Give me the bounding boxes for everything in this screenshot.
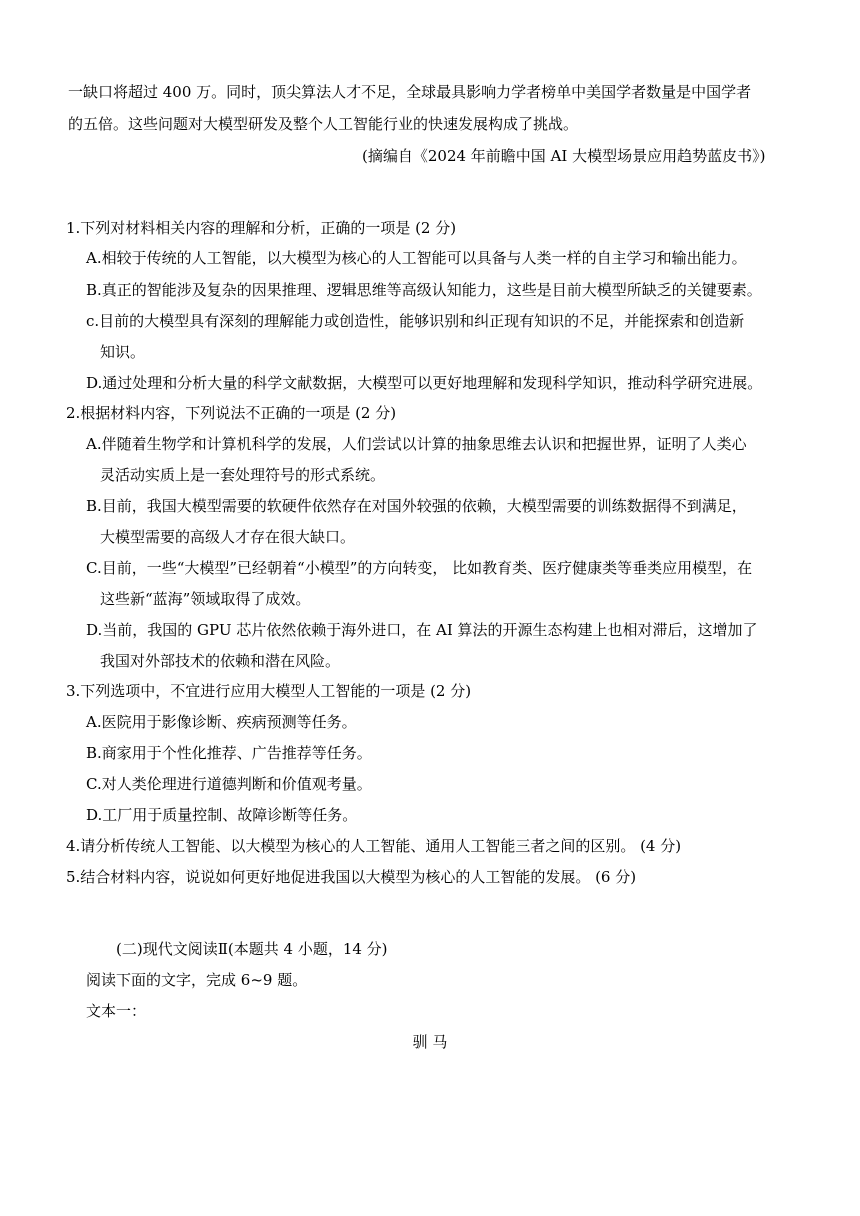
instruction-text: 阅读下面的文字，完成 6~9 题。 [86,971,308,989]
option-a-cont: 灵活动实质上是一套处理符号的形式系统。 [100,466,386,484]
option-b: B.真正的智能涉及复杂的因果推理、逻辑思维等高级认知能力，这些是目前大模型所缺乏的关键要素。 [86,281,762,299]
option-d-cont: 我国对外部技术的依赖和潜在风险。 [100,652,341,670]
option-c: C.对人类伦理进行道德判断和价值观考量。 [86,775,372,793]
question-stem: 3.下列选项中，不宜进行应用大模型人工智能的一项是 (2 分) [66,682,472,700]
option-b: B.商家用于个性化推荐、广告推荐等任务。 [86,744,372,762]
option-c-cont: 知识。 [100,343,146,361]
option-d: D.工厂用于质量控制、故障诊断等任务。 [86,806,358,824]
option-a: A.伴随着生物学和计算机科学的发展，人们尝试以计算的抽象思维去认识和把握世界，证明了人类心 [86,435,747,453]
question-4: 4.请分析传统人工智能、以大模型为核心的人工智能、通用人工智能三者之间的区别。 (4 分) [66,837,682,855]
option-c: c.目前的大模型具有深刻的理解能力或创造性，能够识别和纠正现有知识的不足，并能探索和创造新 [86,312,745,330]
option-c-cont: 这些新“蓝海”领域取得了成效。 [100,590,311,608]
passage-line: 的五倍。这些问题对大模型研发及整个人工智能行业的快速发展构成了挑战。 [68,115,579,133]
question-stem: 1.下列对材料相关内容的理解和分析，正确的一项是 (2 分) [66,219,457,237]
source-citation: (摘编自《2024 年前瞻中国 AI 大模型场景应用趋势蓝皮书》) [362,147,766,165]
option-a: A.医院用于影像诊断、疾病预测等任务。 [86,713,357,731]
section-heading: (二)现代文阅读Ⅱ(本题共 4 小题，14 分) [116,940,388,958]
question-5: 5.结合材料内容，说说如何更好地促进我国以大模型为核心的人工智能的发展。 (6 分) [66,868,637,886]
option-a: A.相较于传统的人工智能，以大模型为核心的人工智能可以具备与人类一样的自主学习和输出能力。 [86,249,747,267]
text-label: 文本一： [86,1002,147,1020]
option-c: C.目前，一些“大模型”已经朝着“小模型”的方向转变， 比如教育类、医疗健康类等垂类应用模型，在 [86,559,753,577]
text-title: 驯 马 [412,1033,448,1051]
passage-line: 一缺口将超过 400 万。同时，顶尖算法人才不足，全球最具影响力学者榜单中美国学者数量是中国学者 [68,83,752,101]
question-stem: 2.根据材料内容，下列说法不正确的一项是 (2 分) [66,404,397,422]
option-d: D.当前，我国的 GPU 芯片依然依赖于海外进口，在 AI 算法的开源生态构建上也相对滞后，这增加了 [86,621,758,639]
option-d: D.通过处理和分析大量的科学文献数据，大模型可以更好地理解和发现科学知识，推动科学研究进展。 [86,374,763,392]
option-b-cont: 大模型需要的高级人才存在很大缺口。 [100,528,356,546]
option-b: B.目前，我国大模型需要的软硬件依然存在对国外较强的依赖，大模型需要的训练数据得不到满足， [86,497,747,515]
